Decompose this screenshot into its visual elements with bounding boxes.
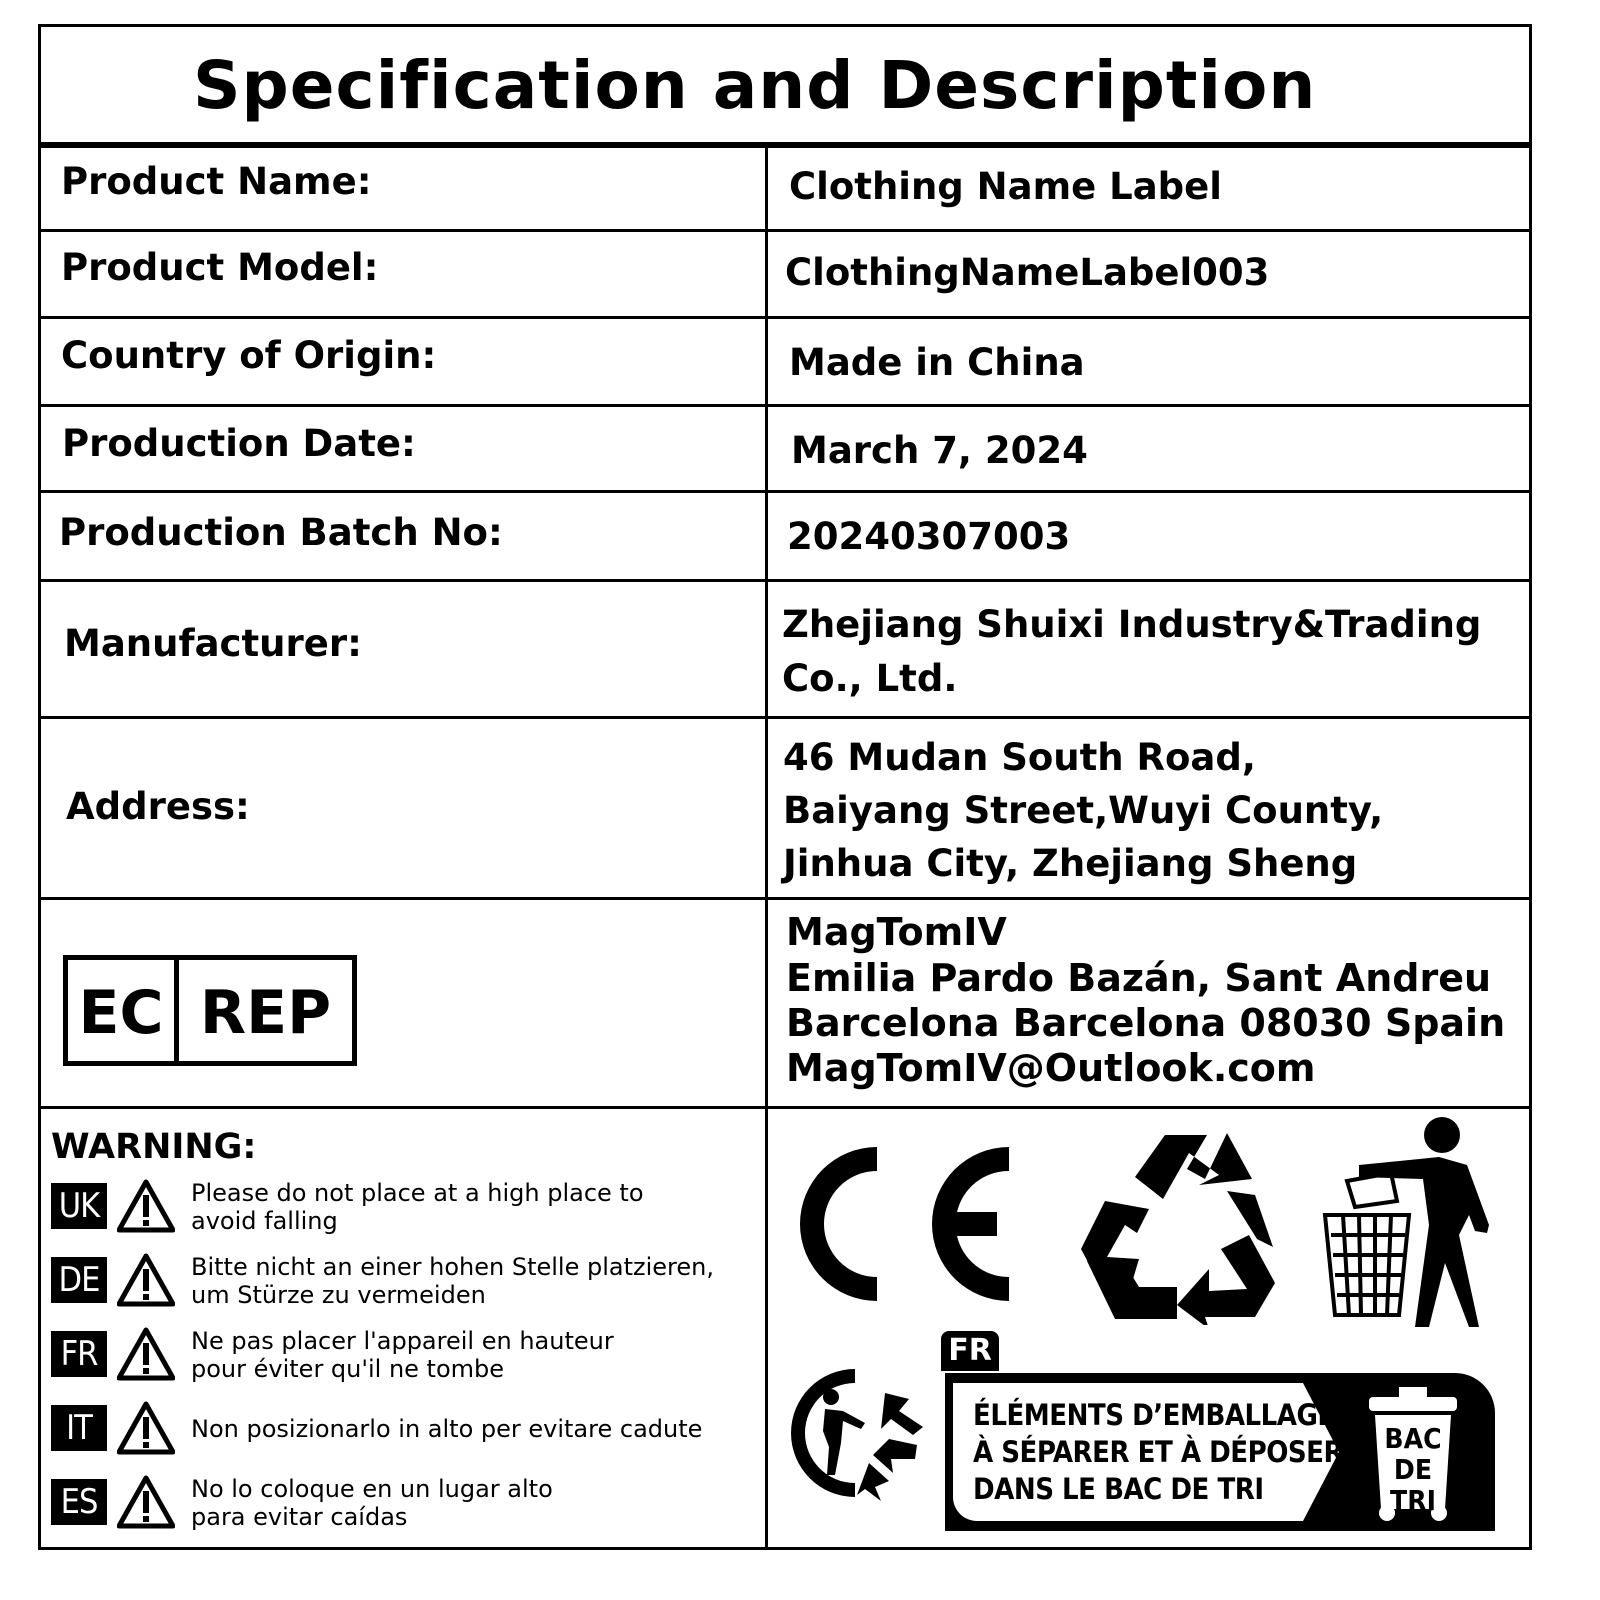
product-model-label: Product Model:	[61, 246, 379, 289]
ec-rep-email: MagTomIV@Outlook.com	[786, 1046, 1316, 1090]
warning-fr-line2: pour éviter qu'il ne tombe	[191, 1355, 505, 1383]
warning-title: WARNING:	[51, 1127, 257, 1167]
row-country-origin	[41, 316, 1529, 406]
ec-text: EC	[78, 978, 164, 1048]
tidyman-icon	[1319, 1115, 1499, 1327]
warning-triangle-icon	[117, 1401, 175, 1455]
warning-it-line1: Non posizionarlo in alto per evitare cadute	[191, 1415, 703, 1443]
page-title: Specification and Description	[193, 47, 1317, 124]
warning-de-line2: um Stürze zu vermeiden	[191, 1281, 486, 1309]
lang-badge-es: ES	[51, 1479, 107, 1525]
warning-uk-line2: avoid falling	[191, 1207, 338, 1235]
warning-es-line1: No lo coloque en un lugar alto	[191, 1475, 553, 1503]
warning-triangle-icon	[117, 1475, 175, 1529]
warning-fr-line1: Ne pas placer l'appareil en hauteur	[191, 1327, 614, 1355]
product-name-label: Product Name:	[61, 160, 372, 203]
lang-badge-it: IT	[51, 1405, 107, 1451]
ec-rep-name: MagTomIV	[786, 910, 1007, 954]
address-line2: Baiyang Street,Wuyi County,	[783, 789, 1384, 832]
row-batch-no	[41, 490, 1529, 580]
production-date-label: Production Date:	[62, 422, 416, 465]
warning-es-line2: para evitar caídas	[191, 1503, 408, 1531]
row-product-name	[41, 145, 1529, 232]
country-origin-value: Made in China	[789, 341, 1085, 384]
ce-mark-icon	[789, 1141, 1013, 1307]
bin-line2: DE	[1393, 1453, 1433, 1486]
row-address	[41, 716, 1529, 898]
triman-line1: ÉLÉMENTS D’EMBALLAGE	[973, 1398, 1335, 1432]
address-line1: 46 Mudan South Road,	[783, 736, 1256, 779]
recycle-icon	[1077, 1129, 1277, 1325]
production-date-value: March 7, 2024	[791, 429, 1088, 472]
warning-triangle-icon	[117, 1327, 175, 1381]
row-ec-rep	[41, 897, 1529, 1107]
row-product-model	[41, 229, 1529, 319]
rep-text: REP	[199, 978, 332, 1048]
triman-line3: DANS LE BAC DE TRI	[973, 1472, 1264, 1506]
spec-label	[38, 24, 1532, 1550]
warning-uk-line1: Please do not place at a high place to	[191, 1179, 644, 1207]
triman-fr-tab: FR	[941, 1331, 999, 1371]
ec-rep-street: Emilia Pardo Bazán, Sant Andreu	[786, 956, 1492, 1000]
warning-triangle-icon	[117, 1179, 175, 1233]
batch-no-label: Production Batch No:	[59, 511, 503, 554]
batch-no-value: 20240307003	[787, 515, 1071, 558]
manufacturer-line1: Zhejiang Shuixi Industry&Trading	[782, 603, 1482, 646]
title-bar	[41, 27, 1529, 145]
manufacturer-line2: Co., Ltd.	[782, 657, 958, 700]
bin-line1: BAC	[1384, 1422, 1442, 1455]
row-warning	[41, 1106, 1529, 1547]
bin-line3: TRI	[1390, 1484, 1436, 1517]
row-production-date	[41, 404, 1529, 494]
country-origin-label: Country of Origin:	[61, 334, 437, 377]
triman-line2: À SÉPARER ET À DÉPOSER	[973, 1435, 1344, 1469]
manufacturer-label: Manufacturer:	[64, 622, 362, 665]
warning-triangle-icon	[117, 1253, 175, 1307]
product-model-value: ClothingNameLabel003	[785, 251, 1270, 294]
address-label: Address:	[66, 785, 250, 828]
ec-rep-city: Barcelona Barcelona 08030 Spain	[786, 1001, 1506, 1045]
lang-badge-uk: UK	[51, 1183, 107, 1229]
product-name-value: Clothing Name Label	[789, 165, 1222, 208]
row-manufacturer	[41, 579, 1529, 717]
warning-de-line1: Bitte nicht an einer hohen Stelle platzieren,	[191, 1253, 714, 1281]
address-line3: Jinhua City, Zhejiang Sheng	[783, 842, 1358, 885]
ec-rep-symbol	[63, 955, 357, 1066]
lang-badge-fr: FR	[51, 1331, 107, 1377]
lang-badge-de: DE	[51, 1257, 107, 1303]
triman-icon	[785, 1363, 927, 1505]
